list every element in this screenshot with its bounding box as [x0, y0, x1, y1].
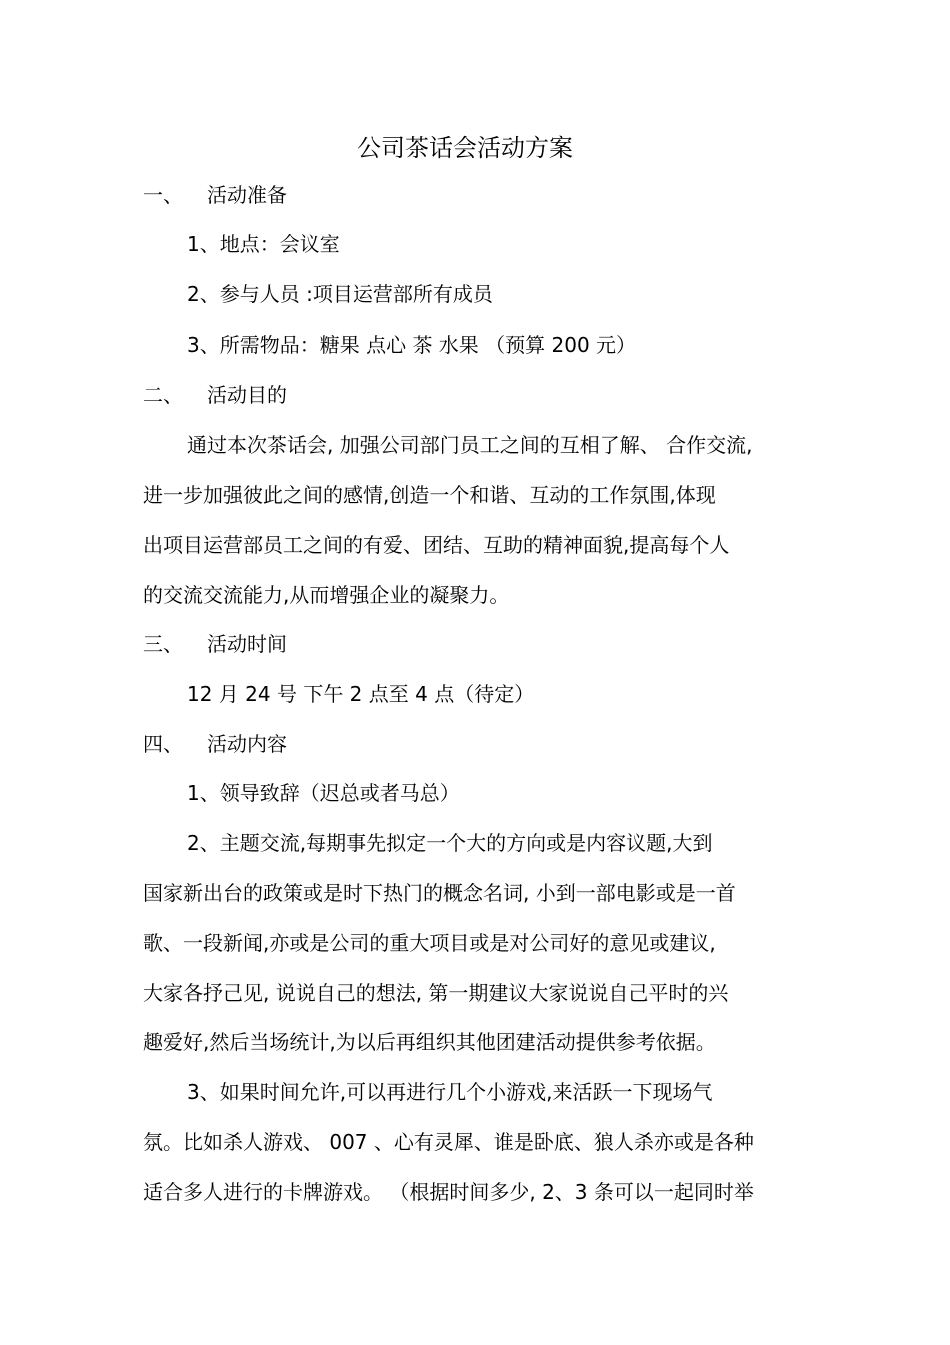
paragraph-line: 的交流交流能力,从而增强企业的凝聚力。 [143, 583, 510, 607]
document-title: 公司茶话会活动方案 [357, 134, 573, 162]
paragraph-line: 通过本次茶话会, 加强公司部门员工之间的互相了解、 合作交流, [187, 433, 753, 457]
paragraph-line: 趣爱好,然后当场统计,为以后再组织其他团建活动提供参考依据。 [143, 1030, 716, 1054]
section-number: 三、 [143, 632, 183, 656]
paragraph-line: 歌、一段新闻,亦或是公司的重大项目或是对公司好的意见或建议, [143, 931, 716, 955]
section-title: 活动时间 [207, 632, 287, 656]
list-item: 3、所需物品：糖果 点心 茶 水果 （预算 200 元） [187, 333, 637, 357]
paragraph-line: 2、主题交流,每期事先拟定一个大的方向或是内容议题,大到 [187, 831, 713, 855]
paragraph-line: 进一步加强彼此之间的感情,创造一个和谐、互动的工作氛围,体现 [143, 483, 716, 507]
paragraph-line: 适合多人进行的卡牌游戏。 （根据时间多少, 2、3 条可以一起同时举 [143, 1180, 754, 1204]
section-heading-3 [143, 629, 287, 659]
section-title: 活动目的 [207, 383, 287, 407]
section-title: 活动准备 [207, 183, 287, 207]
list-item: 1、领导致辞（迟总或者马总） [187, 781, 460, 805]
section-number: 四、 [143, 732, 183, 756]
paragraph-line: 3、如果时间允许,可以再进行几个小游戏,来活跃一下现场气 [187, 1080, 713, 1104]
section-number: 二、 [143, 383, 183, 407]
paragraph-line: 国家新出台的政策或是时下热门的概念名词, 小到一部电影或是一首 [143, 881, 736, 905]
section-title: 活动内容 [207, 732, 287, 756]
section-heading-1 [143, 180, 287, 210]
list-item: 2、参与人员 :项目运营部所有成员 [187, 282, 493, 306]
paragraph-line: 大家各抒己见, 说说自己的想法, 第一期建议大家说说自己平时的兴 [143, 981, 729, 1005]
section-heading-4 [143, 729, 287, 759]
paragraph-line: 氛。比如杀人游戏、 007 、心有灵犀、谁是卧底、狼人杀亦或是各种 [143, 1130, 754, 1154]
section-number: 一、 [143, 183, 183, 207]
section-heading-2 [143, 380, 287, 410]
paragraph-line: 出项目运营部员工之间的有爱、团结、互助的精神面貌,提高每个人 [143, 533, 730, 557]
list-item: 1、地点：会议室 [187, 232, 340, 256]
event-time: 12 月 24 号 下午 2 点至 4 点（待定） [187, 682, 535, 706]
